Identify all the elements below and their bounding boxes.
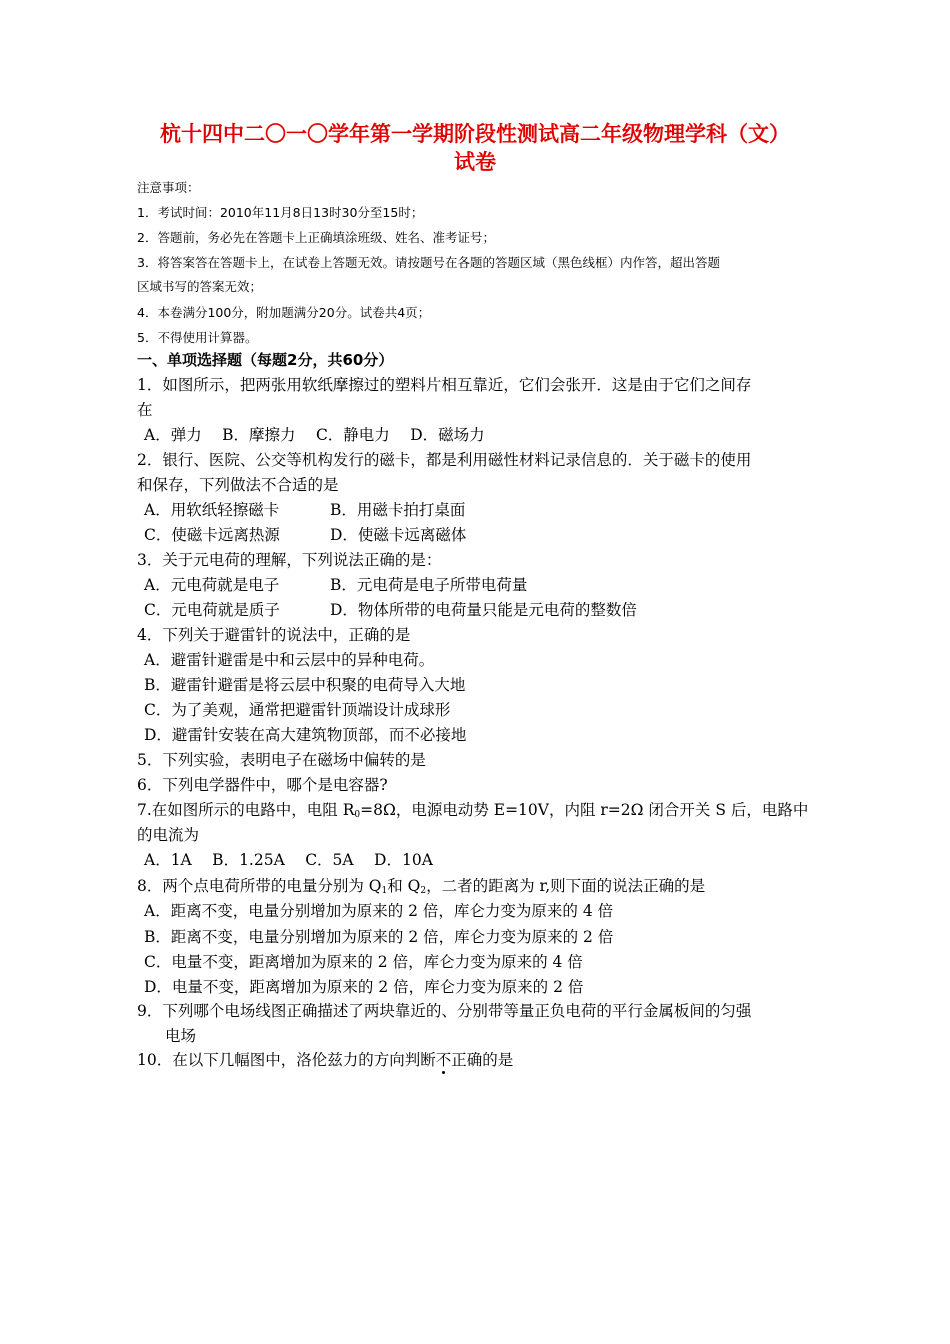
q7-text-part2: =8Ω，电源电动势 E=10V，内阻 r=2Ω 闭合开关 S 后，电路中 (360, 801, 809, 819)
q3-option-d: D．物体所带的电荷量只能是元电荷的整数倍 (330, 601, 637, 619)
q3-stem: 3．关于元电荷的理解，下列说法正确的是： (137, 551, 442, 569)
q3-option-c: C．元电荷就是质子 (144, 601, 280, 619)
q2-option-d: D．使磁卡远离磁体 (330, 526, 467, 544)
q10-stem (137, 1050, 513, 1070)
q8-text-part2: 和 Q (387, 877, 421, 895)
notes-header: 注意事项： (137, 180, 200, 195)
q7-stem-line2: 的电流为 (137, 826, 200, 844)
note-2: 2．答题前，务必先在答题卡上正确填涂班级、姓名、准考证号； (137, 230, 495, 245)
note-3-line1: 3．将答案答在答题卡上，在试卷上答题无效。请按题号在各题的答题区域（黑色线框）内作答，超出答题 (137, 255, 720, 270)
q7-stem-line1 (137, 800, 808, 825)
q8-text-part1: 8．两个点电荷所带的电量分别为 Q (137, 877, 382, 895)
section-heading: 一、单项选择题（每题2分，共60分） (137, 351, 394, 369)
q4-option-a: A．避雷针避雷是中和云层中的异种电荷。 (144, 651, 435, 669)
q10-text-part2: 正确的是 (451, 1051, 514, 1069)
q9-stem-line1: 9．下列哪个电场线图正确描述了两块靠近的、分别带等量正负电荷的平行金属板间的匀强 (137, 1002, 752, 1020)
q3-option-b: B．元电荷是电子所带电荷量 (330, 576, 528, 594)
q1-stem-line2: 在 (137, 401, 153, 419)
q8-option-d: D．电量不变，距离增加为原来的 2 倍，库仑力变为原来的 2 倍 (144, 978, 584, 996)
note-1: 1．考试时间：2010年11月8日13时30分至15时； (137, 205, 424, 220)
note-3-line2: 区域书写的答案无效； (137, 279, 263, 294)
q9-stem-line2: 电场 (165, 1027, 197, 1045)
q8-option-a: A．距离不变，电量分别增加为原来的 2 倍，库仑力变为原来的 4 倍 (144, 902, 614, 920)
q8-text-part3: ，二者的距离为 r,则下面的说法正确的是 (426, 877, 706, 895)
q8-option-b: B．距离不变，电量分别增加为原来的 2 倍，库仑力变为原来的 2 倍 (144, 928, 614, 946)
q8-stem (137, 876, 705, 901)
exam-title-line2: 试卷 (454, 150, 496, 174)
q10-emphasis-not: 不 (435, 1051, 452, 1069)
exam-title-line1: 杭十四中二〇一〇学年第一学期阶段性测试高二年级物理学科（文） (160, 122, 790, 146)
q1-options: A．弹力 B．摩擦力 C．静电力 D．磁场力 (144, 426, 485, 444)
note-4: 4．本卷满分100分，附加题满分20分。试卷共4页； (137, 305, 431, 320)
q4-stem: 4．下列关于避雷针的说法中，正确的是 (137, 626, 411, 644)
q2-option-a: A．用软纸轻擦磁卡 (144, 501, 280, 519)
note-5: 5．不得使用计算器。 (137, 330, 258, 345)
q8-subscript-2: 2 (420, 886, 427, 896)
q2-stem-line1: 2．银行、医院、公交等机构发行的磁卡，都是利用磁性材料记录信息的．关于磁卡的使用 (137, 451, 752, 469)
q8-subscript-1: 1 (381, 886, 388, 896)
q4-option-d: D．避雷针安装在高大建筑物顶部，而不必接地 (144, 726, 467, 744)
q7-text-part1: 7.在如图所示的电路中，电阻 R (137, 801, 355, 819)
q4-option-c: C．为了美观，通常把避雷针顶端设计成球形 (144, 701, 451, 719)
q2-stem-line2: 和保存，下列做法不合适的是 (137, 476, 339, 494)
q7-options: A．1A B．1.25A C．5A D．10A (144, 851, 433, 869)
q1-stem-line1: 1．如图所示，把两张用软纸摩擦过的塑料片相互靠近，它们会张开．这是由于它们之间存 (137, 376, 752, 394)
q4-option-b: B．避雷针避雷是将云层中积聚的电荷导入大地 (144, 676, 466, 694)
q10-text-part1: 10．在以下几幅图中，洛伦兹力的方向判断 (137, 1051, 436, 1069)
q8-option-c: C．电量不变，距离增加为原来的 2 倍，库仑力变为原来的 4 倍 (144, 953, 583, 971)
q7-subscript: 0 (354, 810, 361, 820)
q5-stem: 5．下列实验，表明电子在磁场中偏转的是 (137, 751, 426, 769)
q3-option-a: A．元电荷就是电子 (144, 576, 280, 594)
q2-option-b: B．用磁卡拍打桌面 (330, 501, 466, 519)
q2-option-c: C．使磁卡远离热源 (144, 526, 280, 544)
q6-stem: 6．下列电学器件中，哪个是电容器? (137, 776, 388, 794)
